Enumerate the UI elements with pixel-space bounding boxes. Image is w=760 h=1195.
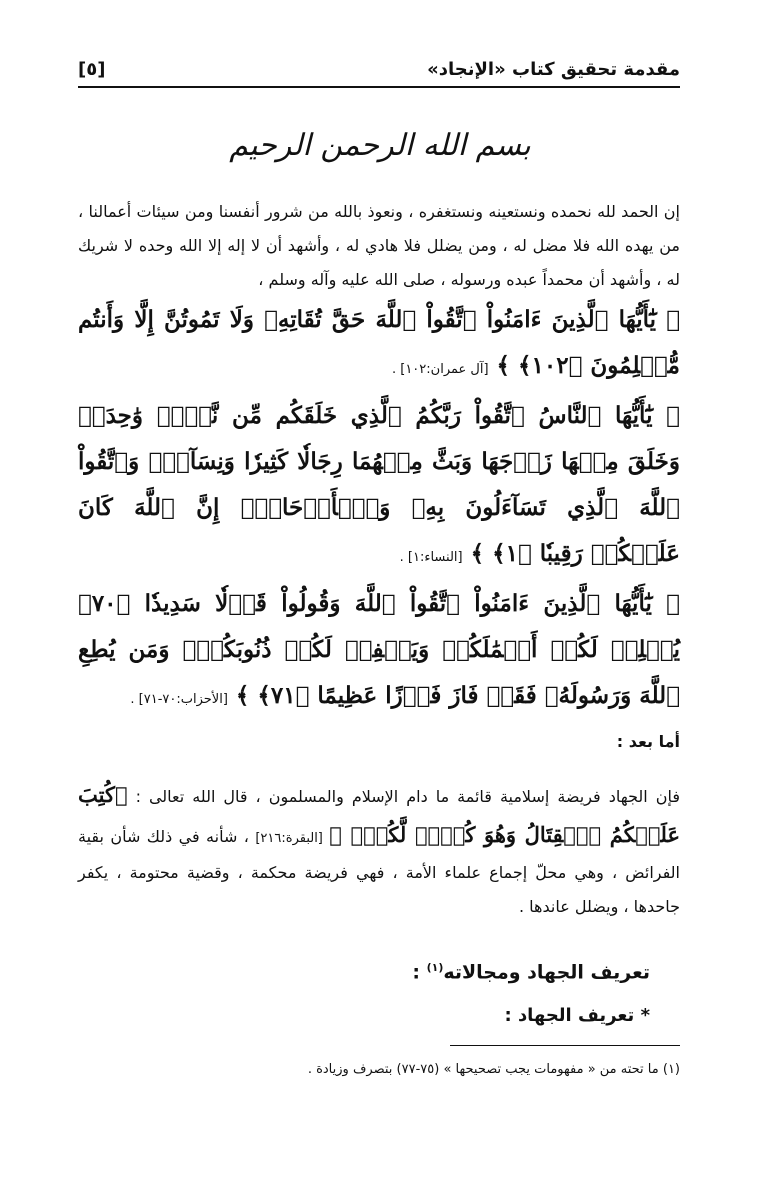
- verse-2: [78, 393, 680, 581]
- jihad-paragraph-2: ، شأنه في ذلك شأن بقية الفرائض ، وهي محلّ إجماع علماء الأمة ، فهي فريضة محكمة ، وقضية محتومة ، يكفر جاحدها ، ويضلل عاندها .: [78, 827, 680, 916]
- page-body: [78, 195, 680, 1034]
- subsection-heading: * تعريف الجهاد :: [504, 1005, 650, 1027]
- intro-paragraph: إن الحمد لله نحمده ونستعينه ونستغفره ، ونعوذ بالله من شرور أنفسنا ومن سيئات أعمالنا ، من يهده الله فلا مضل له ، ومن يضلل فلا هادي له ، وأشهد أن لا إله إلا الله وحده لا شريك له ، وأشهد أن محمداً عبده ورسوله ، صلى الله عليه وآله وسلم ،: [78, 202, 680, 289]
- verse-1: [78, 297, 680, 393]
- jihad-verse-ref: [البقرة:٢١٦]: [255, 831, 323, 846]
- verse-3: [78, 581, 680, 723]
- amma-bad: أما بعد :: [616, 732, 680, 751]
- basmala: بسم الله الرحمن الرحيم: [229, 128, 531, 163]
- jihad-paragraph-1: فإن الجهاد فريضة إسلامية قائمة ما دام الإسلام والمسلمون ، قال الله تعالى :: [135, 787, 680, 806]
- page-header: [78, 52, 680, 88]
- verse-3-text: ﴿ يَٰٓأَيُّهَا ٱلَّذِينَ ءَامَنُواْ ٱتَّقُواْ ٱللَّهَ وَقُولُواْ قَوۡلٗا سَدِيدٗا ﴿٧٠﴾ يُصۡلِحۡ لَكُمۡ أَعۡمَٰلَكُمۡ وَيَغۡفِرۡ لَكُمۡ ذُنُوبَكُمۡۗ وَمَن يُطِعِ ٱللَّهَ وَرَسُولَهُۥ فَقَدۡ فَازَ فَوۡزًا عَظِيمًا ﴿٧١﴾ ﴾: [78, 590, 680, 709]
- verse-1-text: ﴿ يَٰٓأَيُّهَا ٱلَّذِينَ ءَامَنُواْ ٱتَّقُواْ ٱللَّهَ حَقَّ تُقَاتِهِۦ وَلَا تَمُوتُنَّ إِلَّا وَأَنتُم مُّسۡلِمُونَ ﴿١٠٢﴾ ﴾: [78, 306, 680, 379]
- verse-3-ref: [الأحزاب:٧٠-٧١] .: [130, 692, 228, 707]
- page-number: [٥]: [78, 59, 106, 80]
- section-heading: [78, 950, 650, 990]
- section-heading-text: تعريف الجهاد ومجالاته: [443, 961, 650, 984]
- verse-2-ref: [النساء:١] .: [399, 550, 463, 565]
- verse-1-ref: [آل عمران:١٠٢] .: [391, 362, 489, 377]
- footnote-marker[interactable]: (١): [426, 961, 444, 974]
- footnote: (١) ما تحته من « مفهومات يجب تصحيحها » (٧٥-٧٧) بتصرف وزيادة .: [307, 1062, 680, 1077]
- jihad-verse: ﴿كُتِبَ عَلَيۡكُمُ ٱلۡقِتَالُ وَهُوَ كُرۡهٞ لَّكُمۡۖ ﴾: [78, 782, 680, 847]
- verse-2-text: ﴿ يَٰٓأَيُّهَا ٱلنَّاسُ ٱتَّقُواْ رَبَّكُمُ ٱلَّذِي خَلَقَكُم مِّن نَّفۡسٖ وَٰحِدَةٖ وَخَلَقَ مِنۡهَا زَوۡجَهَا وَبَثَّ مِنۡهُمَا رِجَالٗا كَثِيرٗا وَنِسَآءٗۚ وَٱتَّقُواْ ٱللَّهَ ٱلَّذِي تَسَآءَلُونَ بِهِۦ وَٱلۡأَرۡحَامَۚ إِنَّ ٱللَّهَ كَانَ عَلَيۡكُمۡ رَقِيبٗا ﴿١﴾ ﴾: [78, 402, 680, 567]
- jihad-paragraph: [78, 775, 680, 924]
- footnote-divider: [450, 1045, 680, 1046]
- section-heading-tail: :: [412, 961, 427, 984]
- running-title: مقدمة تحقيق كتاب «الإنجاد»: [427, 59, 680, 80]
